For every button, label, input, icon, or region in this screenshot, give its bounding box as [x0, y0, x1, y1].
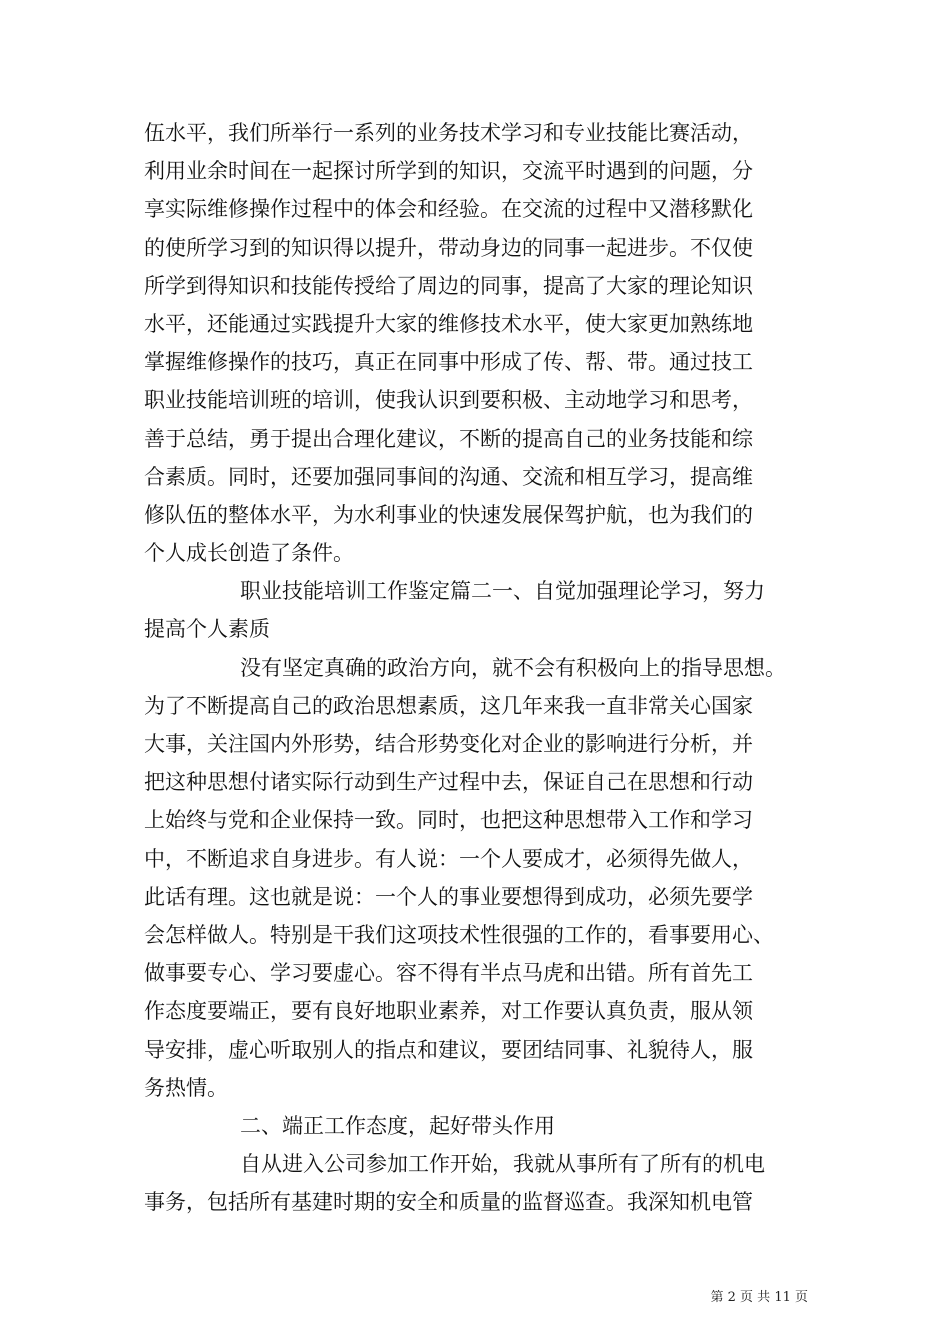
text-line: 上始终与党和企业保持一致。同时，也把这种思想带入工作和学习	[144, 808, 753, 833]
text-line: 把这种思想付诸实际行动到生产过程中去，保证自己在思想和行动	[144, 770, 753, 795]
text-line: 修队伍的整体水平，为水利事业的快速发展保驾护航，也为我们的	[144, 502, 753, 527]
text-line: 为了不断提高自己的政治思想素质，这几年来我一直非常关心国家	[144, 693, 753, 718]
text-line: 享实际维修操作过程中的体会和经验。在交流的过程中又潜移默化	[144, 197, 753, 222]
text-line: 职业技能培训班的培训，使我认识到要积极、主动地学习和思考，	[144, 388, 753, 413]
text-line: 掌握维修操作的技巧，真正在同事中形成了传、帮、带。通过技工	[144, 350, 753, 375]
text-line: 的使所学习到的知识得以提升，带动身边的同事一起进步。不仅使	[144, 235, 753, 260]
text-line: 做事要专心、学习要虚心。容不得有半点马虎和出错。所有首先工	[144, 961, 753, 986]
text-line: 所学到得知识和技能传授给了周边的同事，提高了大家的理论知识	[144, 273, 753, 298]
text-line: 自从进入公司参加工作开始，我就从事所有了所有的机电	[240, 1152, 765, 1177]
text-line: 导安排，虚心听取别人的指点和建议，要团结同事、礼貌待人，服	[144, 1037, 753, 1062]
text-line: 没有坚定真确的政治方向，就不会有积极向上的指导思想。	[240, 655, 786, 680]
text-line: 会怎样做人。特别是干我们这项技术性很强的工作的，看事要用心、	[144, 922, 774, 947]
section-heading-line: 职业技能培训工作鉴定篇二一、自觉加强理论学习，努力	[240, 579, 765, 604]
text-line: 合素质。同时，还要加强同事间的沟通、交流和相互学习，提高维	[144, 464, 753, 489]
text-line: 作态度要端正，要有良好地职业素养，对工作要认真负责，服从领	[144, 999, 753, 1024]
text-line: 大事，关注国内外形势，结合形势变化对企业的影响进行分析，并	[144, 732, 753, 756]
text-line: 事务，包括所有基建时期的安全和质量的监督巡查。我深知机电管	[144, 1190, 753, 1215]
text-line: 中，不断追求自身进步。有人说：一个人要成才，必须得先做人，	[144, 846, 753, 871]
text-line: 利用业余时间在一起探讨所学到的知识，交流平时遇到的问题，分	[144, 159, 753, 184]
text-line: 水平，还能通过实践提升大家的维修技术水平，使大家更加熟练地	[144, 311, 753, 336]
text-line: 伍水平，我们所举行一系列的业务技术学习和专业技能比赛活动，	[144, 121, 753, 145]
text-line: 善于总结，勇于提出合理化建议，不断的提高自己的业务技能和综	[144, 426, 753, 451]
text-line: 此话有理。这也就是说：一个人的事业要想得到成功，必须先要学	[144, 884, 753, 909]
page-number-footer: 第 2 页 共 11 页	[710, 1290, 808, 1305]
section-heading-line: 二、端正工作态度，起好带头作用	[240, 1113, 555, 1138]
document-body	[144, 114, 812, 1221]
text-line: 个人成长创造了条件。	[144, 541, 354, 566]
section-heading-line: 提高个人素质	[144, 617, 270, 642]
text-line: 务热情。	[144, 1075, 228, 1100]
